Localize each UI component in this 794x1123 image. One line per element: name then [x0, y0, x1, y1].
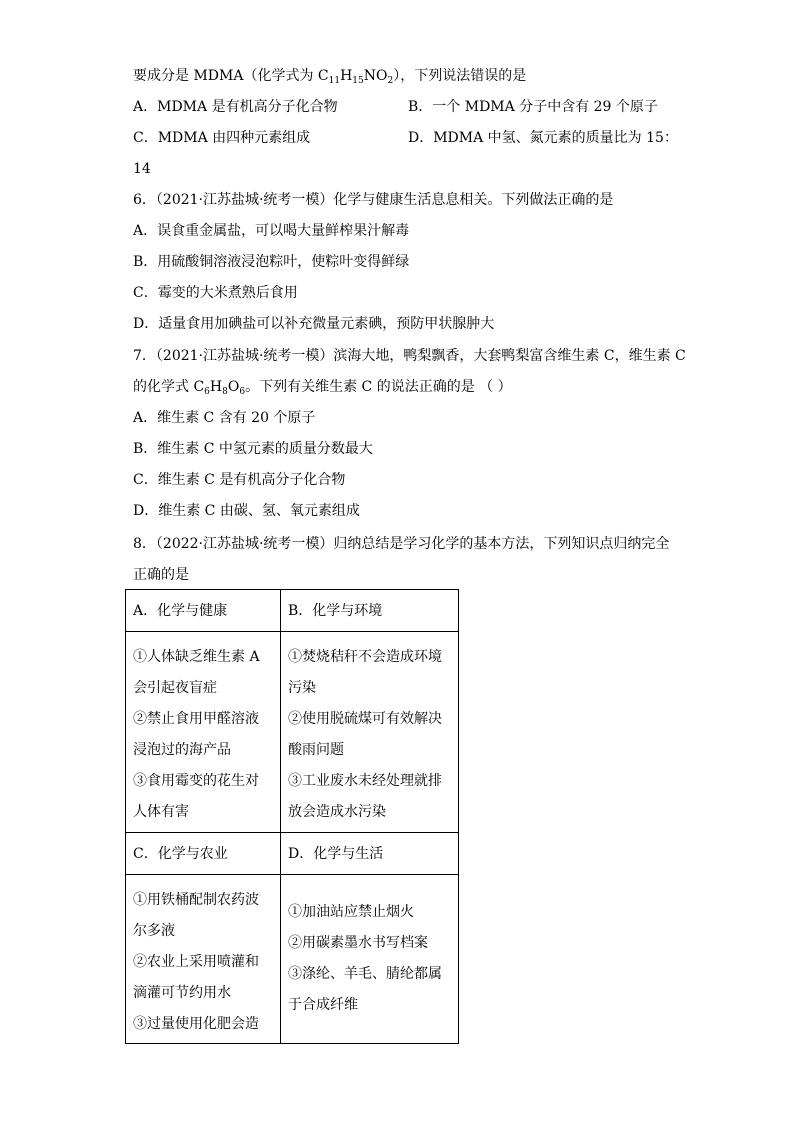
q7-sub: 6: [239, 387, 246, 397]
q8-option-a-head[interactable]: [126, 590, 281, 632]
q8-d-line: ②用碳素墨水书写档案: [288, 935, 428, 951]
q5-option-b[interactable]: B．一个 MDMA 分子中含有 29 个原子: [408, 99, 658, 115]
q7-stem-line2: [133, 377, 512, 402]
q8-c-line: 尔多液: [133, 923, 175, 939]
q6-option-d[interactable]: D．适量食用加碘盐可以补充微量元素碘，预防甲状腺肿大: [133, 316, 495, 332]
q5-stem: [133, 66, 526, 91]
q6-stem: 6．（2021·江苏盐城·统考一模）化学与健康生活息息相关。下列做法正确的是: [133, 192, 614, 208]
q8-options-table: [125, 589, 459, 1044]
q5-options-ab: [133, 97, 658, 117]
q8-option-b-label: B．化学与环境: [288, 603, 383, 619]
q8-option-d-content: [281, 875, 459, 1044]
q8-option-d-head[interactable]: [281, 833, 459, 875]
q8-c-line: ②农业上采用喷灌和: [133, 954, 259, 970]
q5-option-d[interactable]: D．MDMA 中氢、氮元素的质量比为 15：: [408, 130, 678, 146]
q6-option-a[interactable]: A．误食重金属盐，可以喝大量鲜榨果汁解毒: [133, 223, 410, 239]
q5-stem-text: H: [340, 68, 353, 84]
q7-stem-text: H: [209, 379, 223, 395]
q7-stem-line1: 7．（2021·江苏盐城·统考一模）滨海大地，鸭梨飘香，大套鸭梨富含维生素 C，维生素 C: [133, 348, 686, 364]
q8-stem-line1: 8．（2022·江苏盐城·统考一模）归纳总结是学习化学的基本方法，下列知识点归纳完全: [133, 536, 670, 552]
q8-option-b-head[interactable]: [281, 590, 459, 632]
q8-option-b-content: [281, 632, 459, 833]
q8-b-line: 酸雨问题: [288, 742, 344, 758]
q5-option-d-cont: 14: [133, 161, 151, 177]
q8-b-line: ③工业废水未经处理就排: [288, 773, 442, 789]
q5-option-c[interactable]: C．MDMA 由四种元素组成: [133, 130, 311, 146]
q8-c-line: ③过量使用化肥会造: [133, 1016, 259, 1032]
q8-a-line: 人体有害: [133, 804, 189, 820]
q7-sub: 8: [222, 387, 228, 397]
q8-option-c-content: [126, 875, 281, 1044]
q8-option-a-label: A．化学与健康: [133, 603, 228, 619]
q6-option-c[interactable]: C．霉变的大米煮熟后食用: [133, 285, 298, 301]
q8-a-line: ②禁止食用甲醛溶液: [133, 711, 259, 727]
q6-option-b[interactable]: B．用硫酸铜溶液浸泡粽叶，使粽叶变得鲜绿: [133, 254, 410, 270]
q8-d-line: 于合成纤维: [288, 997, 358, 1013]
q7-option-a[interactable]: A．维生素 C 含有 20 个原子: [133, 410, 316, 426]
q8-b-line: ①焚烧秸秆不会造成环境: [288, 649, 442, 665]
q5-stem-text: ），下列说法错误的是: [393, 68, 527, 84]
q7-option-b[interactable]: B．维生素 C 中氢元素的质量分数最大: [133, 441, 373, 457]
q5-stem-text: NO: [363, 68, 388, 84]
q7-option-d[interactable]: D．维生素 C 由碳、氢、氧元素组成: [133, 503, 360, 519]
q8-b-line: ②使用脱硫煤可有效解决: [288, 711, 442, 727]
q5-option-a[interactable]: A．MDMA 是有机高分子化合物: [133, 99, 338, 115]
q8-a-line: ①人体缺乏维生素 A: [133, 649, 260, 665]
q5-sub: 2: [387, 76, 394, 86]
q8-option-a-content: [126, 632, 281, 833]
q5-stem-text: 要成分是 MDMA（化学式为 C: [133, 68, 329, 84]
q8-b-line: 放会造成水污染: [288, 804, 386, 820]
q8-a-line: 会引起夜盲症: [133, 680, 217, 696]
q8-c-line: 滴灌可节约用水: [133, 985, 231, 1001]
q8-option-c-label: C．化学与农业: [133, 846, 228, 862]
q7-stem-text: O: [227, 379, 240, 395]
q5-options-cd: [133, 128, 678, 148]
q7-stem-text: 的化学式 C: [133, 379, 205, 395]
q8-a-line: ③食用霉变的花生对: [133, 773, 259, 789]
q7-sub: 6: [204, 387, 210, 397]
q8-c-line: ①用铁桶配制农药波: [133, 892, 259, 908]
q8-option-c-head[interactable]: [126, 833, 281, 875]
q8-stem-line2: 正确的是: [133, 567, 189, 583]
q8-d-line: ①加油站应禁止烟火: [288, 904, 414, 920]
q8-option-d-label: D．化学与生活: [288, 846, 384, 862]
q8-b-line: 污染: [288, 680, 316, 696]
q8-a-line: 浸泡过的海产品: [133, 742, 231, 758]
q5-sub: 15: [352, 76, 364, 86]
q8-d-line: ③涤纶、羊毛、腈纶都属: [288, 966, 442, 982]
q7-option-c[interactable]: C．维生素 C 是有机高分子化合物: [133, 472, 346, 488]
q7-stem-text: 。下列有关维生素 C 的说法正确的是 （ ）: [245, 379, 512, 395]
q5-sub: 11: [328, 76, 341, 86]
